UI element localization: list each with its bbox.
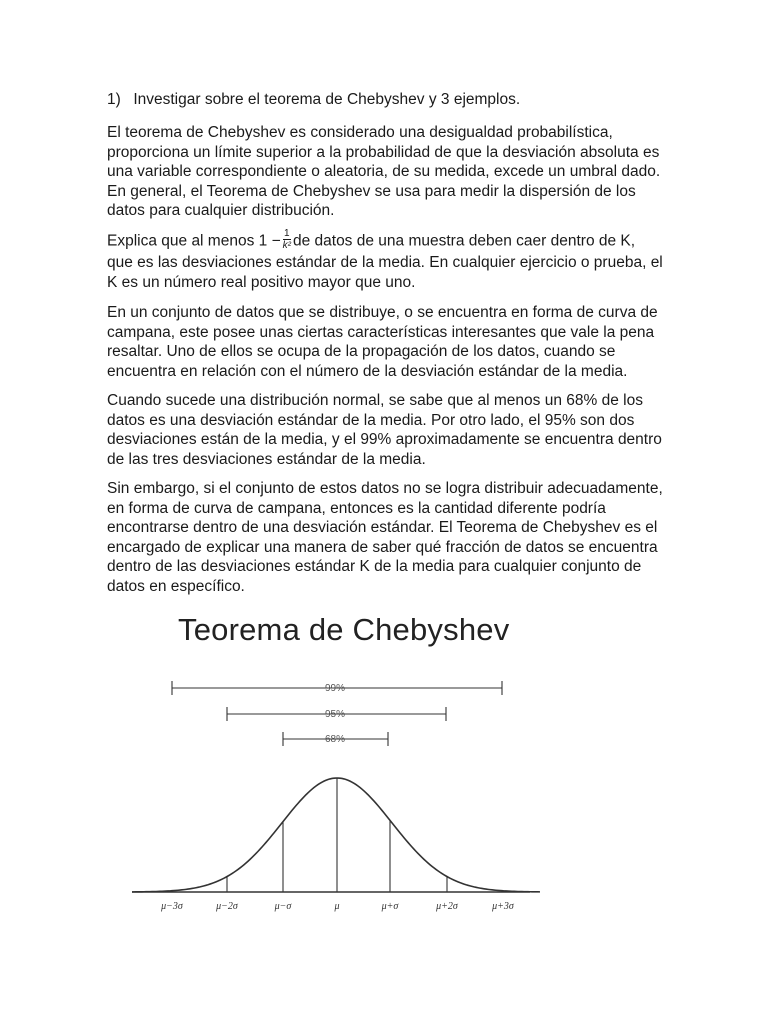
fraction-numerator: 1 — [284, 228, 290, 239]
range-95-label: 95% — [324, 709, 346, 720]
range-99-label: 99% — [324, 683, 346, 694]
question-text: Investigar sobre el teorema de Chebyshev y 3 ejemplos. — [133, 91, 521, 108]
axis-label-minus-1-sigma: μ−σ — [274, 901, 292, 912]
paragraph-definition: El teorema de Chebyshev es considerado una desigualdad probabilística, proporciona un límite superior a la probabilidad de que la desviación absoluta es una variable correspondiente o aleatoria, de su medida, excede un umbral dado. En general, el Teorema de Chebyshev se usa para medir la dispersión de los datos para cualquier distribución. — [107, 124, 661, 219]
figure-title: Teorema de Chebyshev — [178, 612, 510, 647]
fraction-one-over-k-squared — [283, 228, 291, 251]
axis-label-mean: μ — [334, 901, 340, 912]
axis-label-minus-3-sigma: μ−3σ — [161, 901, 183, 912]
axis-label-plus-1-sigma: μ+σ — [381, 901, 399, 912]
range-68-label: 68% — [324, 734, 346, 745]
formula-trail-text: de datos de una muestra deben caer dentro de K, que es las desviaciones estándar de la media. En cualquier ejercicio o prueba, el K es un número real positivo mayor que uno. — [107, 232, 663, 291]
paragraph-bell-curve: En un conjunto de datos que se distribuye, o se encuentra en forma de curva de campana, este posee unas ciertas características interesantes que vale la pena resaltar. Uno de ellos se ocupa de la propagación de los datos, cuando se encuentra en relación con el número de la desviación estándar de la media. — [107, 304, 658, 380]
question-number: 1) — [107, 91, 121, 108]
axis-label-plus-3-sigma: μ+3σ — [492, 901, 514, 912]
bell-curve-figure — [120, 660, 660, 920]
paragraph-formula — [107, 230, 665, 292]
paragraph-normal-distribution: Cuando sucede una distribución normal, se sabe que al menos un 68% de los datos es una desviación estándar de la media. Por otro lado, el 95% son dos desviaciones están de la media, y el 99% aproximadamente se encuentra dentro de las tres desviaciones estándar de la media. — [107, 392, 662, 468]
axis-label-minus-2-sigma: μ−2σ — [216, 901, 238, 912]
bell-curve — [132, 778, 540, 892]
question-heading — [107, 90, 667, 110]
formula-lead-text: Explica que al menos 1 − — [107, 232, 281, 250]
fraction-denominator: k² — [282, 240, 291, 251]
paragraph-chebyshev-purpose: Sin embargo, si el conjunto de estos datos no se logra distribuir adecuadamente, en forma de curva de campana, entonces es la cantidad diferente podría encontrarse dentro de una desviación estándar. El Teorema de Chebyshev es el encargado de explicar una manera de saber qué fracción de datos se encuentra dentro de las desviaciones estándar K de la media para cualquier conjunto de datos en específico. — [107, 480, 663, 595]
axis-label-plus-2-sigma: μ+2σ — [436, 901, 458, 912]
